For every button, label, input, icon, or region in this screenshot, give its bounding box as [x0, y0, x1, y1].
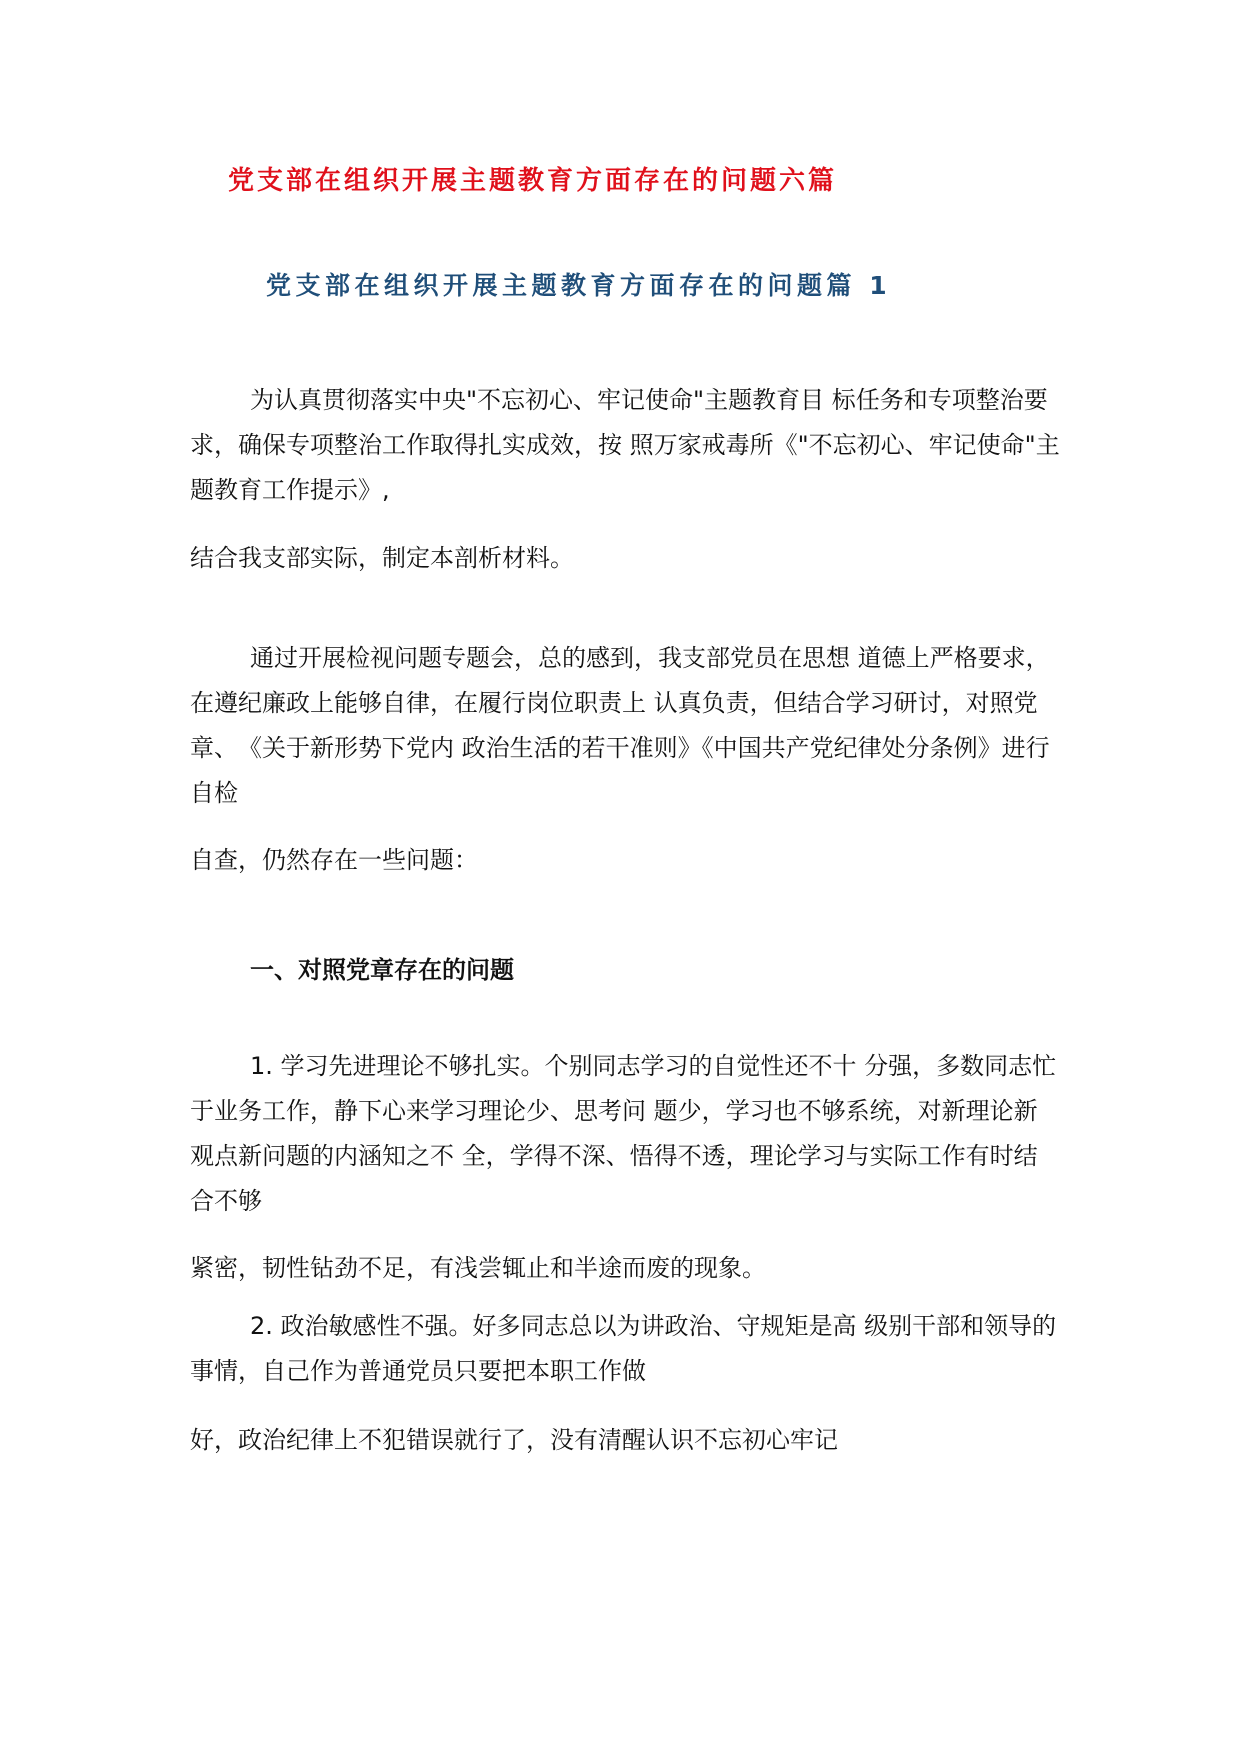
item-2-paragraph-continued: 好，政治纪律上不犯错误就行了，没有清醒认识不忘初心牢记: [190, 1426, 838, 1454]
item-1-paragraph: 1. 学习先进理论不够扎实。个别同志学习的自觉性还不十 分强，多数同志忙于业务工作，静下心来学习理论少、思考问 题少，学习也不够系统，对新理论新观点新问题的内涵知之不 全，学得不深、悟得不透，理论学习与实际工作有时结合不够: [190, 1052, 1057, 1215]
section-title: 党支部在组织开展主题教育方面存在的问题篇 1: [266, 271, 892, 300]
paragraph-review-continued: 自查，仍然存在一些问题：: [190, 846, 478, 874]
heading-party-constitution-issues: 一、对照党章存在的问题: [250, 956, 514, 984]
item-2-paragraph: 2. 政治敏感性不强。好多同志总以为讲政治、守规矩是高 级别干部和领导的事情，自己作为普通党员只要把本职工作做: [190, 1312, 1057, 1385]
document-title: 党支部在组织开展主题教育方面存在的问题六篇: [228, 166, 838, 196]
item-1-paragraph-continued: 紧密，韧性钻劲不足，有浅尝辄止和半途而废的现象。: [190, 1254, 766, 1282]
paragraph-review: 通过开展检视问题专题会，总的感到，我支部党员在思想 道德上严格要求，在遵纪廉政上能够自律，在履行岗位职责上 认真负责，但结合学习研讨，对照党章、 《关于新形势下党内 政治生活的若干准则》《中国共产党纪律处分条例》进行自检: [190, 644, 1050, 807]
paragraph-intro-continued: 结合我支部实际，制定本剖析材料。: [190, 544, 574, 572]
paragraph-intro: 为认真贯彻落实中央"不忘初心、牢记使命"主题教育目 标任务和专项整治要求，确保专项整治工作取得扎实成效，按 照万家戒毒所《"不忘初心、牢记使命"主题教育工作提示》,: [190, 386, 1060, 504]
